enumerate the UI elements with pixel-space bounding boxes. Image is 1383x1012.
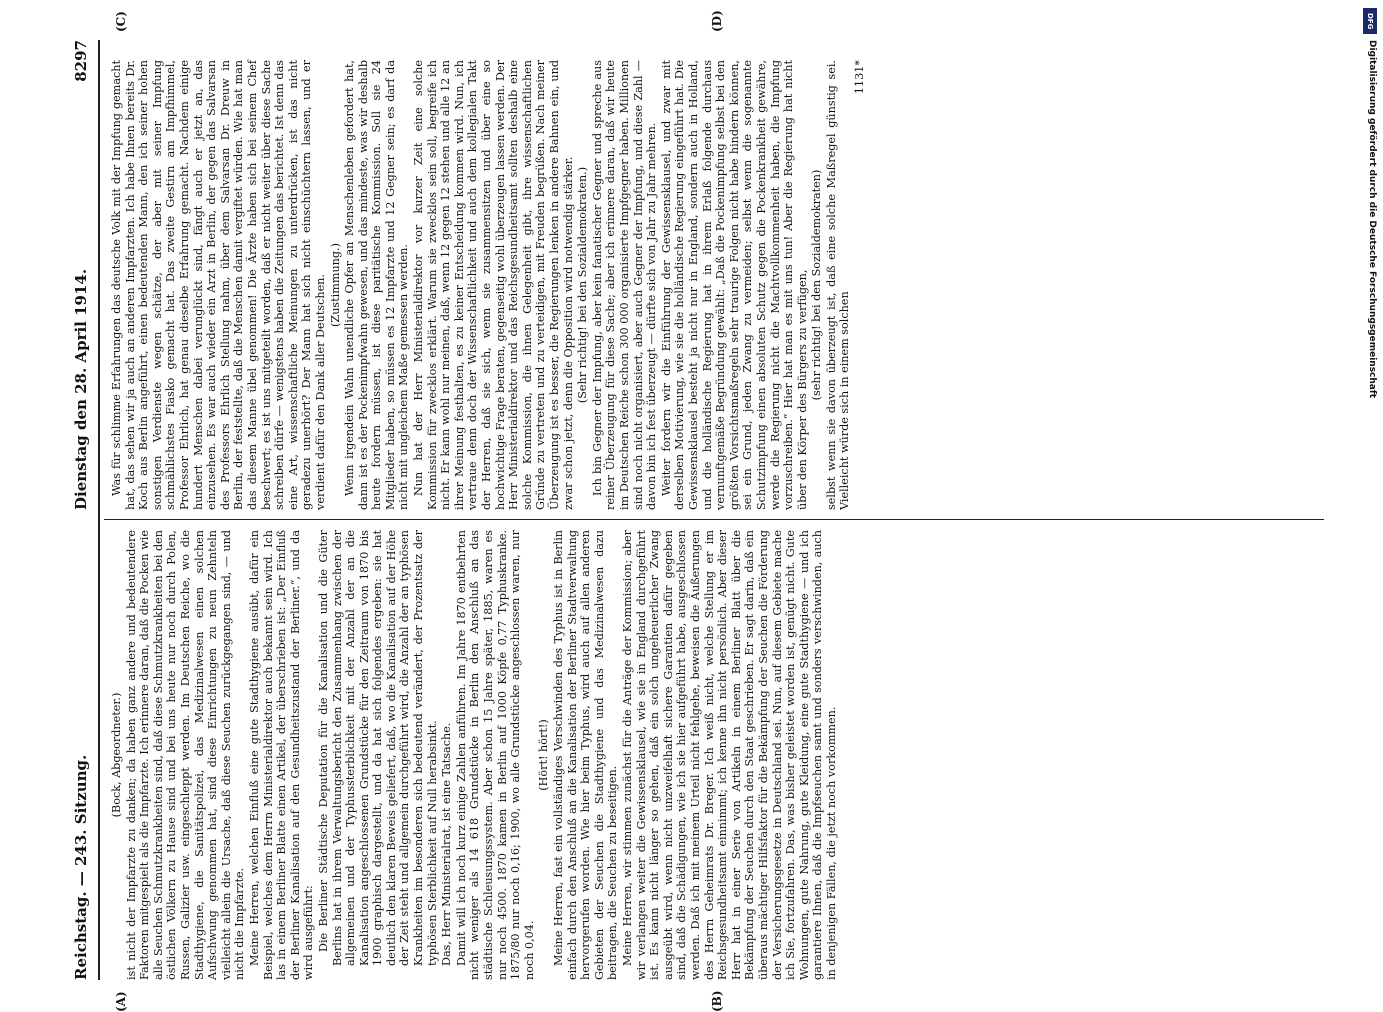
side-credit-text: Digitalisierung gefördert durch die Deutsche Forschungsgemeinschaft — [1367, 40, 1377, 398]
paragraph: Damit will ich noch kurz einige Zahlen anführen. Im Jahre 1870 entbehrten nicht weniger als 14 618 Grundstücke in Berlin den Anschluß an das städtische Schleusungssystem. Aber schon 15 Jahre später, 1885, waren es nur noch 4500. 1870 kamen in Berlin auf 1000 Köpfe 0,77 Typhuskranke. 1875/80 nur noch 0,16; 1900, wo alle Grundstücke angeschlossen waren, nur noch 0,04. — [455, 530, 537, 980]
column-left — [110, 530, 839, 980]
speaker-note: (Bock, Abgeordneter.) — [110, 530, 124, 980]
marker-b: (B) — [710, 991, 724, 1012]
paragraph: Weiter fordern wir die Einführung der Gewissensklausel, und zwar mit derselben Motivierung, wie sie die holländische Regierung eingeführt hat. Die Gewissensklausel besteht ja nicht nur in England, sondern auch in Holland, und die holländische Regierung hat in ihrem Erlaß folgende durchaus vernunftgemäße Begründung gewählt: „Daß die Pockenimpfung selbst bei den größten Vorsichtsmaßregeln sehr traurige Folgen nicht habe hindern können, sei ein Grund, jeden Zwang zu vermeiden; selbst wenn die sogenannte Schutzimpfung einen absoluten Schutz gegen die Pockenkrankheit gewähre, werde die Regierung nicht die Machtvollkommenheit haben, die Impfung vorzuschreiben.“ Hier hat man es mit uns tun! Aber die Regierung hat nicht über den Körper des Bürgers zu verfügen, — [660, 60, 810, 510]
paragraph: Was für schlimme Erfahrungen das deutsche Volk mit der Impfung gemacht hat, das sehen wir ja auch an anderen Impfarzten. Ich habe Ihnen bereits Dr. Koch aus Berlin angeführt, einen bedeutenden Mann, den ich seiner hohen sonstigen Verdienste wegen schätze, der aber mit seiner Impfung schmählichstes Fiasko gemacht hat. Das zweite Gestirn am Impfhimmel, Professor Ehrlich, hat genau dieselbe Erfahrung gemacht. Nachdem einige hundert Menschen dabei verunglückt sind, fängt auch er jetzt an, das einzusehen. Es war auch wieder ein Arzt in Berlin, der gegen das Salvarsan des Professors Ehrlich Stellung nahm, über dem Salvarsan Dr. Dreuw in Berlin, der feststellte, daß die Menschen damit vergiftet würden. Wie hat man das diesem Manne übel genommen! Die Ärzte haben sich bei seinem Chef beschwert; es ist uns mitgeteilt worden, daß er nicht weiter über diese Sache schreiben dürfe — wenigstens haben die Zeitungen das berichtet. Ist denn das eine Art, wissenschaftliche Meinungen zu unterdrücken, ist das nicht geradezu unerhört? Der Mann hat sich nicht einschüchtern lassen, und er verdient dafür den Dank aller Deutschen. — [110, 60, 328, 510]
column-divider — [104, 519, 1324, 520]
quotation: Die Berliner Städtische Deputation für die Kanalisation und die Güter Berlins hat in ihrem Verwaltungsbericht den Zusammenhang zwischen der allgemeinen und der Typhussterblichkeit mit der Anzahl der an die Kanalisation angeschlossenen Grundstücke für den Zeitraum von 1870 bis 1900 graphisch dargestellt, und da hat sich folgendes ergeben: sie hat deutlich den klaren Beweis geliefert, daß, wo die Kanalisation auf der Höhe der Zeit steht und allgemein durchgeführt wird, die Anzahl der an typhösen Krankheiten im besonderen sich bedeutend verändert, der Prozentsatz der typhösen Sterblichkeit auf Null herabsinkt. — [317, 530, 439, 980]
interjection: (Hört! hört!) — [537, 530, 551, 980]
paragraph: Meine Herren, wir stimmen zunächst für die Anträge der Kommission; aber wir verlangen weiter die Gewissensklausel, wie sie in England durchgeführt ist. Es kann nicht länger so gehen, daß ein solch ungeheuerlicher Zwang ausgeübt wird, wenn nicht unzweifelhaft sichere Garantien dafür gegeben sind, daß die Schädigungen, wie ich sie hier aufgeführt habe, ausgeschlossen werden. Daß ich mit meinem Urteil nicht fehlgehe, beweisen die Äußerungen des Herrn Geheimrats Dr. Breger. Ich weiß nicht, welche Stellung er im Reichsgesundheitsamt einnimmt; ich kenne ihn nicht persönlich. Aber dieser Herr hat in einer Serie von Artikeln in einem Berliner Blatt über die Bekämpfung der Seuchen durch den Staat geschrieben. Er sagt darin, daß ein überaus mächtiger Hilfsfaktor für die Bekämpfung der Seuchen die Förderung der Versicherungsgesetze in Deutschland sei. Nun, auf diesem Gebiete mache ich Sie, fortzufahren. Das, was bisher geleistet worden ist, genügt nicht. Gute Wohnungen, gute Nahrung, gute Kleidung, eine gute Stadthygiene — und ich garantiere Ihnen, daß die Impfseuchen samt und sonders verschwinden, auch in denjenigen Fällen, die jetzt noch vorkommen. — [621, 530, 839, 980]
marker-a: (A) — [114, 991, 128, 1012]
paragraph: ist nicht der Impfarzte zu danken; da haben ganz andere und bedeutendere Faktoren mitgespielt als die Impfarzte. Ich erinnere daran, daß die Pocken wie alle Seuchen Schmutzkrankheiten sind, daß diese Schmutzkrankheiten bei den östlichen Völkern zu Hause sind und bei uns heute nur noch durch Polen, Russen, Galizier usw. eingeschleppt werden. Im Deutschen Reiche, wo die Stadthygiene, die Sanitätspolizei, das Medizinalwesen einen solchen Aufschwung genommen hat, sind diese Einrichtungen zu neun Zehnteln vielleicht allein die Ursache, daß diese Seuchen zurückgegangen sind, — und nicht die Impfarzte. — [125, 530, 247, 980]
page-number: 8297 — [72, 40, 90, 82]
sheet-signature: 1131* — [853, 60, 867, 510]
marker-d: (D) — [710, 10, 724, 32]
page-header — [70, 40, 96, 980]
header-left: Reichstag. — 243. Sitzung. — [72, 755, 90, 980]
paragraph: selbst wenn sie davon überzeugt ist, daß eine solche Maßregel günstig sei. Vielleicht würde sich in einem solchen — [825, 60, 852, 510]
dfg-logo: DFG — [1363, 8, 1377, 34]
paragraph: Wenn irgendein Wahn unendliche Opfer an Menschenleben gefordert hat, dann ist es der Pockenimpfwahn gewesen, und das mindeste, was wir deshalb heute fordern müssen, ist diese paritätische Kommission. Soll sie 24 Mitglieder haben, so müssen es 12 Impfarzte und 12 Gegner sein; es darf da nicht mit ungleichem Maße gemessen werden. — [343, 60, 411, 510]
paragraph: Das, Herr Ministerialrat, ist eine Tatsache. — [440, 530, 454, 980]
header-date: Dienstag den 28. April 1914. — [72, 269, 90, 510]
paragraph: Meine Herren, welchen Einfluß eine gute Stadthygiene ausübt, dafür ein Beispiel, welches dem Herrn Ministerialdirektor auch bekannt sein wird. Ich las in einem Berliner Blatte einen Artikel, der überschrieben ist: „Der Einfluß der Berliner Kanalisation auf den Gesundheitszustand der Berliner.“, und da wird ausgeführt: — [248, 530, 316, 980]
paragraph: Ich bin Gegner der Impfung, aber kein fanatischer Gegner und spreche aus reiner Überzeugung für diese Sache; aber ich erinnere daran, daß wir heute im Deutschen Reiche schon 300 000 organisierte Impfgegner haben. Millionen sind noch nicht organisiert, aber auch Gegner der Impfung, und diese Zahl — davon bin ich fest überzeugt — dürfte sich von Jahr zu Jahr mehren. — [591, 60, 659, 510]
interjection: (Sehr richtig! bei den Sozialdemokraten.) — [576, 60, 590, 510]
rotated-page — [70, 40, 1340, 980]
interjection: (sehr richtig! bei den Sozialdemokraten) — [810, 60, 824, 510]
column-right — [110, 60, 868, 510]
paragraph: Nun hat der Herr Ministerialdirektor vor kurzer Zeit eine solche Kommission für zwecklos erklärt. Warum sie zwecklos sein soll, begreife ich nicht. Er kann wohl nur meinen, daß, wenn 12 gegen 12 stehen und alle 12 an ihrer Meinung festhalten, es zu keiner Entscheidung kommen wird. Nun, ich vertraue denn doch der Wissenschaftlichkeit und auch dem kollegialen Takt der Herren, daß sie sich, wenn sie zusammensitzen und über eine so hochwichtige Frage beraten, gegenseitig wohl überzeugen lassen werden. Der Herr Ministerialdirektor und das Reichsgesundheitsamt sollten deshalb eine solche Kommission, die ihnen Gelegenheit gibt, ihre wissenschaftlichen Gründe zu vertreten und zu verteidigen, mit Freuden begrüßen. Nach meiner Überzeugung ist es besser, die Regierungen lenken in andere Bahnen ein, und zwar schon jetzt, denn die Opposition wird notwendig stärker. — [412, 60, 575, 510]
side-credit — [1361, 40, 1379, 840]
interjection: (Zustimmung.) — [329, 60, 343, 510]
marker-c: (C) — [114, 11, 128, 32]
paragraph: Meine Herren, fast ein vollständiges Verschwinden des Typhus ist in Berlin einfach durch den Anschluß an die Kanalisation der Berliner Stadtverwaltung hervorgerufen worden. Wie hier beim Typhus, wird auch auf allen anderen Gebieten der Seuchen die Stadthygiene und das Medizinalwesen dazu beitragen, die Seuchen zu beseitigen. — [552, 530, 620, 980]
header-rule — [98, 40, 100, 980]
